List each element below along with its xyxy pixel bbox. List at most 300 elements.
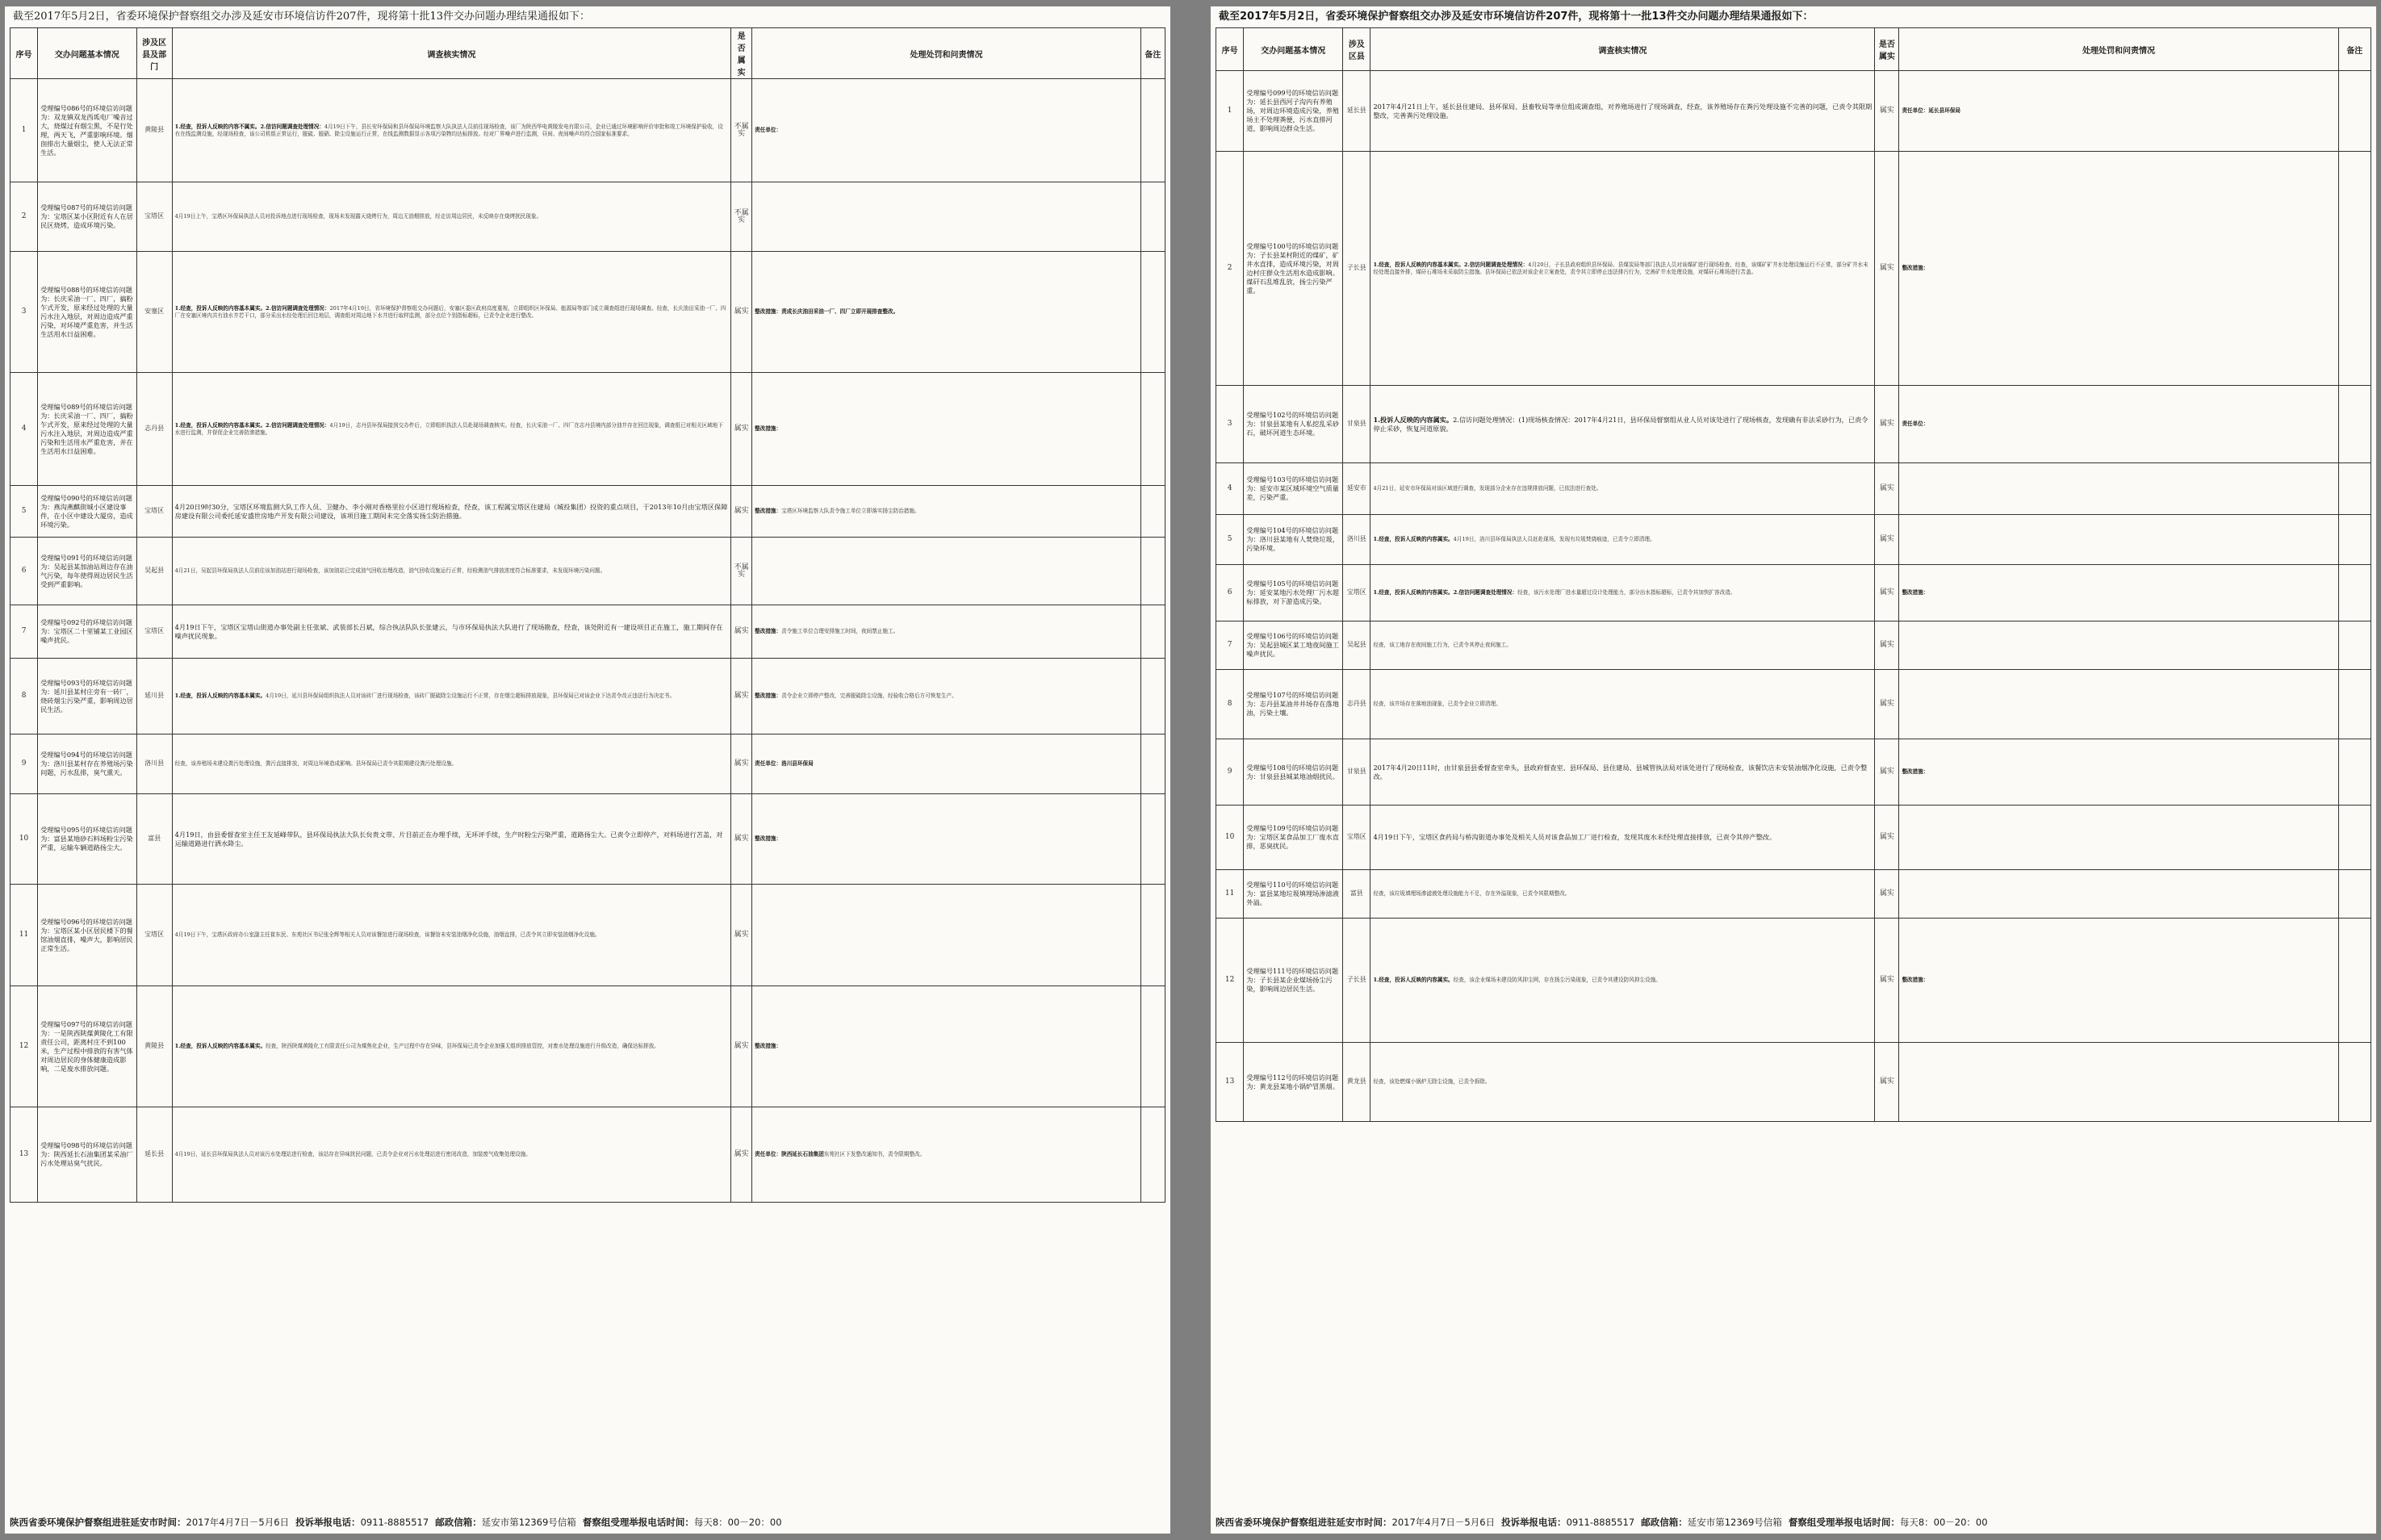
- problem-cell: 受理编号086号的环境信访问题为：双龙镇双龙西坬电厂噪音过大，烧煤过有烟尘黑，不是行处理，两天飞，严重影响环境。烟囱排出大量烟尘，使人无法正常生活。: [38, 79, 136, 182]
- investigation-lead: 1.经查，投诉人反映的内容基本属实。: [174, 1043, 266, 1050]
- investigation-cell: [1370, 1043, 1875, 1122]
- col-header-remark: 备注: [2338, 28, 2371, 71]
- table-row: [1216, 515, 2371, 565]
- is-true-cell: 不属实: [731, 538, 752, 605]
- area-cell: 宝塔区: [136, 182, 172, 252]
- table-row: [10, 986, 1165, 1107]
- investigation-cell: [1370, 386, 1875, 463]
- investigation-lead: 1.经查，投诉人反映的内容基本属实。2.信访问题调查处理情况：: [174, 305, 330, 312]
- is-true-cell: 属实: [1875, 1043, 1899, 1122]
- is-true-cell: 属实: [1875, 463, 1899, 515]
- footer-office-label: 陕西省委环境保护督察组进驻延安市时间：: [1216, 1517, 1392, 1528]
- row-number: 7: [1216, 621, 1244, 670]
- table-row: [1216, 565, 2371, 621]
- investigation-text: 2017年4月20日11时，由甘泉县县委督查室牵头，县政府督查室、县环保局、县住建局、县城管执法局对该处进行了现场检查，该餐饮店未安装油烟净化设施，已责令整改。: [1373, 763, 1868, 780]
- problem-cell: 受理编号094号的环境信访问题为：洛川县某村存在养殖场污染问题，污水乱排，臭气熏天。: [38, 734, 136, 794]
- area-cell: 黄龙县: [1343, 1043, 1370, 1122]
- area-cell: 甘泉县: [1343, 739, 1370, 806]
- action-cell: [1899, 670, 2338, 739]
- is-true-cell: 属实: [731, 252, 752, 373]
- problem-cell: 受理编号112号的环境信访问题为：黄龙县某地小锅炉冒黑烟。: [1244, 1043, 1343, 1122]
- investigation-lead: 1.经查，投诉人反映的内容基本属实。2.信访问题调查处理情况：: [174, 422, 330, 429]
- problem-cell: 受理编号100号的环境信访问题为：子长县某村附近的煤矿，矿井水直排，造成环境污染，对周边村庄群众生活用水造成影响。煤矸石乱堆乱放，扬尘污染严重。: [1244, 152, 1343, 386]
- investigation-text: 经查，该处燃煤小锅炉无除尘设施，已责令拆除。: [1373, 1078, 1491, 1086]
- problem-cell: 受理编号087号的环境信访问题为：宝塔区某小区附近有人在居民区烧烤，造成环境污染。: [38, 182, 136, 252]
- investigation-cell: [172, 659, 730, 734]
- right-table-header-row: [1216, 28, 2371, 71]
- action-cell: [1899, 919, 2338, 1043]
- left-report-table: [10, 27, 1165, 1203]
- investigation-cell: [1370, 670, 1875, 739]
- table-row: [1216, 621, 2371, 670]
- col-header-no: 序号: [1216, 28, 1244, 71]
- table-row: [10, 659, 1165, 734]
- table-row: [1216, 919, 2371, 1043]
- investigation-text: 4月20日，子长县政府组织县环保局、县煤炭局等部门执法人员对该煤矿进行现场检查，经查，该煤矿矿井水处理设施运行不正常，部分矿井水未经处理直接外排，煤矸石堆场未采取防尘措施。县环保局已依法对该企业立案查处，责令其立即停止违法排污行为，完善矿井水处理设施，对煤矸石堆场进行苫盖。: [1373, 262, 1868, 275]
- col-header-remark: 备注: [1140, 28, 1165, 79]
- action-lead: 责任单位：延长县环保局: [1902, 107, 1960, 115]
- investigation-text: 4月21日，吴起县环保局执法人员前往该加油站进行现场检查，该加油站已完成油气回收治理改造，油气回收设施运行正常，经检测油气排放浓度符合标准要求，未发现环境污染问题。: [174, 567, 606, 575]
- row-number: 3: [1216, 386, 1244, 463]
- problem-cell: 受理编号097号的环境信访问题为：一是陕西陕煤黄陵化工有限责任公司，距离村庄不到100米，生产过程中排放的有害气体对周边居民的身体健康造成影响，二是废水排放问题。: [38, 986, 136, 1107]
- action-cell: [752, 794, 1141, 885]
- action-lead: 责任单位：洛川县环保局: [755, 760, 814, 768]
- action-lead: 整改措施：: [755, 1043, 782, 1050]
- is-true-cell: 属实: [731, 659, 752, 734]
- table-row: [1216, 806, 2371, 870]
- is-true-cell: 属实: [1875, 806, 1899, 870]
- area-cell: 吴起县: [1343, 621, 1370, 670]
- investigation-text: 4月19日上午，宝塔区环保局执法人员对投诉地点进行现场检查，现场未发现露天烧烤行为，周边无油烟排放，经走访周边居民，未反映存在烧烤扰民现象。: [174, 213, 542, 220]
- investigation-text: 4月19日，洛川县环保局执法人员赶赴现场，发现有垃圾焚烧痕迹，已责令立即清理。: [1453, 536, 1655, 543]
- action-lead: 整改措施：: [755, 425, 782, 433]
- investigation-text: 2017年4月21日上午，延长县住建局、县环保局、县畜牧局等单位组成调查组，对养殖场进行了现场调查，经查，该养殖场存在粪污处理设施不完善的问题，已责令其限期整改，完善粪污处理设施。: [1373, 102, 1873, 119]
- investigation-text: 经查，该工地存在夜间施工行为，已责令其停止夜间施工。: [1373, 642, 1512, 649]
- left-page-header: 截至2017年5月2日，省委环境保护督察组交办涉及延安市环境信访件207件，现将第十批13件交办问题办理结果通报如下：: [13, 10, 590, 23]
- action-lead: 整改措施：: [755, 628, 782, 635]
- right-page-footer: [1216, 1516, 2371, 1530]
- investigation-text: 2017年4月19日，省环境保护督察组交办问题后，安塞区委区政府高度重视，立即组织区环保局、能源局等部门成立调查组进行现场调查。经查，长庆油田采油一厂、四厂在安塞区境内共有油水井若干口，部分采出水经处理后回注地层，调查组对周边地下水井进行取样监测，部分点位个别指标超标，已责令企业进行整改。: [174, 305, 726, 319]
- area-cell: 宝塔区: [136, 486, 172, 538]
- investigation-text: 4月19日下午，宝塔区政府办公室副主任崔东民、东苑社区书记张全辉等相关人员对该餐馆进行现场检查，该餐馆未安装油烟净化设施，油烟直排，已责令其立即安装油烟净化设施。: [174, 931, 600, 939]
- action-text: 责令施工单位合理安排施工时间，夜间禁止施工。: [781, 628, 899, 635]
- table-row: [1216, 386, 2371, 463]
- table-row: [10, 252, 1165, 373]
- action-cell: [1899, 739, 2338, 806]
- remark-cell: [1140, 885, 1165, 986]
- action-cell: [1899, 386, 2338, 463]
- remark-cell: [2338, 870, 2371, 919]
- remark-cell: [1140, 79, 1165, 182]
- row-number: 6: [10, 538, 38, 605]
- is-true-cell: 属实: [731, 486, 752, 538]
- remark-cell: [2338, 71, 2371, 152]
- table-row: [10, 182, 1165, 252]
- row-number: 13: [10, 1107, 38, 1203]
- table-row: [1216, 870, 2371, 919]
- problem-cell: 受理编号088号的环境信访问题为：长庆采油一厂、四厂，搞粉乍式开发，原来经过处理的大量污水注入地层，对周边造成严重污染，对环境严重危害，并生活生活用水日益困难。: [38, 252, 136, 373]
- action-cell: [752, 252, 1141, 373]
- area-cell: 黄陵县: [136, 79, 172, 182]
- is-true-cell: 属实: [731, 1107, 752, 1203]
- investigation-text: 经查，该企业煤场未建设防风抑尘网，存在扬尘污染现象，已责令其建设防风抑尘设施。: [1453, 977, 1661, 984]
- problem-cell: 受理编号098号的环境信访问题为：陕西延长石油集团某采油厂污水处理站臭气扰民。: [38, 1107, 136, 1203]
- action-cell: [1899, 870, 2338, 919]
- footer-hours: 每天8：00－20：00: [693, 1517, 782, 1528]
- area-cell: 志丹县: [1343, 670, 1370, 739]
- table-row: [1216, 71, 2371, 152]
- row-number: 5: [10, 486, 38, 538]
- investigation-text: 经查，该污水处理厂进水量超过设计处理能力，部分出水指标超标，已责令其加快扩容改造。: [1517, 589, 1736, 596]
- table-row: [1216, 152, 2371, 386]
- remark-cell: [2338, 621, 2371, 670]
- is-true-cell: 属实: [1875, 919, 1899, 1043]
- area-cell: 子长县: [1343, 919, 1370, 1043]
- is-true-cell: 属实: [1875, 515, 1899, 565]
- right-page-header: 截至2017年5月2日，省委环境保护督察组交办涉及延安市环境信访件207件，现将第十一批13件交办问题办理结果通报如下：: [1219, 10, 1814, 23]
- investigation-cell: [172, 486, 730, 538]
- action-cell: [752, 986, 1141, 1107]
- is-true-cell: 属实: [1875, 565, 1899, 621]
- area-cell: 延川县: [136, 659, 172, 734]
- area-cell: 宝塔区: [1343, 806, 1370, 870]
- investigation-text: 经查，该井场存在落地油现象，已责令企业立即清理。: [1373, 701, 1501, 708]
- action-cell: [1899, 515, 2338, 565]
- remark-cell: [1140, 1107, 1165, 1203]
- remark-cell: [2338, 739, 2371, 806]
- is-true-cell: 属实: [1875, 870, 1899, 919]
- action-cell: [752, 182, 1141, 252]
- remark-cell: [1140, 986, 1165, 1107]
- investigation-lead: 1.经查，投诉人反映的内容属实。: [1373, 977, 1454, 984]
- area-cell: 安塞区: [136, 252, 172, 373]
- row-number: 8: [10, 659, 38, 734]
- table-row: [1216, 670, 2371, 739]
- problem-cell: 受理编号090号的环境信访问题为：燕沟燕麒街城小区建设事件，在小区中建设大厦房，造成环境污染。: [38, 486, 136, 538]
- table-row: [1216, 1043, 2371, 1122]
- problem-cell: 受理编号091号的环境信访问题为：吴起县某加油站周边存在油气污染，每年使得周边居民生活受到严重影响。: [38, 538, 136, 605]
- row-number: 11: [1216, 870, 1244, 919]
- is-true-cell: 属实: [731, 373, 752, 486]
- remark-cell: [2338, 565, 2371, 621]
- problem-cell: 受理编号105号的环境信访问题为：延安某地污水处理厂污水超标排放，对下游造成污染。: [1244, 565, 1343, 621]
- remark-cell: [1140, 794, 1165, 885]
- is-true-cell: 属实: [1875, 739, 1899, 806]
- investigation-cell: [1370, 621, 1875, 670]
- col-header-investigation: 调查核实情况: [1370, 28, 1875, 71]
- is-true-cell: 属实: [1875, 71, 1899, 152]
- col-header-investigation: 调查核实情况: [172, 28, 730, 79]
- remark-cell: [1140, 659, 1165, 734]
- investigation-cell: [1370, 739, 1875, 806]
- action-cell: [752, 79, 1141, 182]
- table-row: [10, 79, 1165, 182]
- is-true-cell: 不属实: [731, 182, 752, 252]
- investigation-cell: [172, 734, 730, 794]
- investigation-cell: [172, 1107, 730, 1203]
- row-number: 8: [1216, 670, 1244, 739]
- action-text: 东苑社区下发整改通知书，责令限期整改。: [823, 1151, 926, 1158]
- row-number: 9: [10, 734, 38, 794]
- footer-mail-label: 邮政信箱：: [435, 1517, 482, 1528]
- row-number: 10: [10, 794, 38, 885]
- table-row: [1216, 463, 2371, 515]
- footer-mail-label: 邮政信箱：: [1641, 1517, 1688, 1528]
- action-cell: [752, 1107, 1141, 1203]
- footer-phone-label: 投诉举报电话：: [1501, 1517, 1567, 1528]
- right-table-body: [1216, 71, 2371, 1122]
- action-cell: [1899, 806, 2338, 870]
- investigation-cell: [172, 79, 730, 182]
- investigation-cell: [172, 885, 730, 986]
- footer-phone-label: 投诉举报电话：: [295, 1517, 361, 1528]
- area-cell: 洛川县: [136, 734, 172, 794]
- problem-cell: 受理编号102号的环境信访问题为：甘泉县某地有人私挖乱采砂石，破坏河道生态环境。: [1244, 386, 1343, 463]
- table-row: [10, 885, 1165, 986]
- area-cell: 富县: [136, 794, 172, 885]
- investigation-text: 经查，该养殖场未建设粪污处理设施，粪污直接排放，对周边环境造成影响。县环保局已责令其限期建设粪污处理设施。: [174, 760, 458, 768]
- col-header-area: 涉及区县及部门: [136, 28, 172, 79]
- problem-cell: 受理编号107号的环境信访问题为：志丹县某油井井场存在落地油，污染土壤。: [1244, 670, 1343, 739]
- remark-cell: [2338, 463, 2371, 515]
- remark-cell: [2338, 670, 2371, 739]
- area-cell: 富县: [1343, 870, 1370, 919]
- is-true-cell: 属实: [731, 734, 752, 794]
- row-number: 2: [1216, 152, 1244, 386]
- investigation-cell: [1370, 463, 1875, 515]
- problem-cell: 受理编号095号的环境信访问题为：富县某地砂石料场粉尘污染严重，运输车辆道路扬尘大。: [38, 794, 136, 885]
- action-cell: [1899, 463, 2338, 515]
- remark-cell: [2338, 1043, 2371, 1122]
- area-cell: 洛川县: [1343, 515, 1370, 565]
- col-header-problem: 交办问题基本情况: [1244, 28, 1343, 71]
- action-lead: 整改措施：: [1902, 265, 1929, 272]
- action-lead: 整改措施：责成长庆油田采油一厂、四厂立即开展排查整改。: [755, 308, 899, 316]
- area-cell: 延安市: [1343, 463, 1370, 515]
- table-row: [10, 794, 1165, 885]
- area-cell: 宝塔区: [136, 605, 172, 659]
- investigation-cell: [172, 373, 730, 486]
- problem-cell: 受理编号093号的环境信访问题为：延川县某村庄旁有一砖厂，烧砖烟尘污染严重，影响周边居民生活。: [38, 659, 136, 734]
- area-cell: 延长县: [1343, 71, 1370, 152]
- row-number: 6: [1216, 565, 1244, 621]
- investigation-cell: [172, 986, 730, 1107]
- action-cell: [752, 605, 1141, 659]
- investigation-text: 4月20日9时30分，宝塔区环境监测大队工作人员、卫健办、李小刚对香格里拉小区进行现场检查，经查，该工程属宝塔区住建局（城投集团）投资的重点项目，于2013年10月由宝塔区保障房建设有限公司委托延安盛世房地产开发有限公司建设，该项目施工期间未完全落实扬尘防治措施。: [174, 502, 728, 520]
- row-number: 12: [1216, 919, 1244, 1043]
- investigation-cell: [1370, 152, 1875, 386]
- footer-office-time: 2017年4月7日－5月6日: [1391, 1517, 1496, 1528]
- problem-cell: 受理编号109号的环境信访问题为：宝塔区某食品加工厂废水直排，恶臭扰民。: [1244, 806, 1343, 870]
- problem-cell: 受理编号103号的环境信访问题为：延安市某区域环境空气质量差，污染严重。: [1244, 463, 1343, 515]
- row-number: 1: [1216, 71, 1244, 152]
- action-lead: 整改措施：: [755, 508, 782, 515]
- remark-cell: [1140, 486, 1165, 538]
- row-number: 7: [10, 605, 38, 659]
- table-row: [1216, 739, 2371, 806]
- remark-cell: [2338, 515, 2371, 565]
- area-cell: 甘泉县: [1343, 386, 1370, 463]
- remark-cell: [2338, 386, 2371, 463]
- problem-cell: 受理编号108号的环境信访问题为：甘泉县县城某地油烟扰民。: [1244, 739, 1343, 806]
- row-number: 5: [1216, 515, 1244, 565]
- action-cell: [752, 659, 1141, 734]
- action-cell: [752, 885, 1141, 986]
- problem-cell: 受理编号092号的环境信访问题为：宝塔区二十里铺某工业园区噪声扰民。: [38, 605, 136, 659]
- left-table-body: [10, 79, 1165, 1203]
- footer-mail: 延安市第12369号信箱: [1687, 1517, 1782, 1528]
- problem-cell: 受理编号099号的环境信访问题为：延长县西河子沟内有养殖场，对周边环境造成污染，养殖场主不处理粪便，污水直排河道，影响周边群众生活。: [1244, 71, 1343, 152]
- investigation-cell: [1370, 515, 1875, 565]
- investigation-text: 4月19日，由县委督查室主任王友延峰带队，县环保局执法大队长贠贵文带、片目前正在办理手续，无环评手续，生产时粉尘污染严重，道路扬尘大。已责令立即停产，对料场进行苫盖，对运输道路进行洒水降尘。: [174, 830, 723, 847]
- action-cell: [1899, 1043, 2338, 1122]
- col-header-area: 涉及区县: [1343, 28, 1370, 71]
- investigation-lead: 1.经查，投诉人反映的内容属实。2.信访问题调查处理情况：: [1373, 589, 1518, 596]
- row-number: 11: [10, 885, 38, 986]
- investigation-cell: [1370, 870, 1875, 919]
- footer-office-time: 2017年4月7日－5月6日: [186, 1517, 290, 1528]
- is-true-cell: 属实: [1875, 670, 1899, 739]
- remark-cell: [1140, 734, 1165, 794]
- row-number: 10: [1216, 806, 1244, 870]
- investigation-cell: [1370, 919, 1875, 1043]
- action-cell: [752, 486, 1141, 538]
- table-row: [10, 1107, 1165, 1203]
- action-lead: 整改措施：: [755, 693, 782, 700]
- investigation-text: 4月19日，延川县环保局组织执法人员对该砖厂进行现场检查，该砖厂脱硫除尘设施运行不正常，存在烟尘超标排放现象，县环保局已对该企业下达责令改正违法行为决定书。: [266, 693, 676, 700]
- area-cell: 宝塔区: [1343, 565, 1370, 621]
- action-cell: [752, 538, 1141, 605]
- remark-cell: [2338, 152, 2371, 386]
- row-number: 3: [10, 252, 38, 373]
- row-number: 9: [1216, 739, 1244, 806]
- area-cell: 吴起县: [136, 538, 172, 605]
- row-number: 4: [10, 373, 38, 486]
- left-page-footer: [10, 1516, 1165, 1530]
- investigation-cell: [172, 605, 730, 659]
- remark-cell: [1140, 182, 1165, 252]
- col-header-action: 处理处罚和问责情况: [752, 28, 1141, 79]
- investigation-text: 经查，该垃圾填埋场渗滤液处理设施能力不足，存在外溢现象，已责令其限期整改。: [1373, 890, 1571, 898]
- action-cell: [1899, 621, 2338, 670]
- footer-hours-label: 督察组受理举报电话时间：: [582, 1517, 694, 1528]
- investigation-text: 4月21日，延安市环保局对该区域进行调查，发现部分企业存在违规排放问题，已依法进行查处。: [1373, 485, 1602, 492]
- action-lead: 责任单位：: [755, 127, 782, 134]
- col-header-no: 序号: [10, 28, 38, 79]
- area-cell: 延长县: [136, 1107, 172, 1203]
- investigation-text: 4月19日下午，宝塔区宝塔山街道办事处副主任张斌、武装部长吕斌，综合执法队队长张建云，与市环保局执法大队进行了现场勘查，经查，该处附近有一建设项目正在施工，施工期间存在噪声扰民现象。: [174, 622, 723, 640]
- investigation-text: 2.信访问题处理情况：(1)现场核查情况：2017年4月21日，县环保局督察组从业人员对该处进行了现场核查，发现确有非法采砂行为，已责令停止采砂，恢复河道原貌。: [1373, 415, 1868, 433]
- investigation-cell: [1370, 71, 1875, 152]
- problem-cell: 受理编号096号的环境信访问题为：宝塔区某小区居民楼下的餐馆油烟直排，噪声大，影响居民正常生活。: [38, 885, 136, 986]
- action-lead: 责任单位：陕西延长石油集团: [755, 1151, 824, 1158]
- investigation-text: 4月19日下午，县长安环保局和县环保局环境监察大队执法人员前往现场检查，该厂为陕西华电黄陵发电有限公司，企业已通过环境影响评价审批和竣工环境保护验收，设有在线监测设施，经现场检查，该公司机组正常运行，脱硫、脱硝、除尘设施运行正常，在线监测数据显示各项污染物均达标排放。经对厂界噪声进行监测，昼间、夜间噪声均符合国家标准要求。: [174, 123, 723, 137]
- right-newspaper-page: [1211, 6, 2376, 1534]
- is-true-cell: 属实: [1875, 621, 1899, 670]
- action-text: 宝塔区环境监察大队责令施工单位立即落实扬尘防治措施。: [781, 508, 920, 515]
- problem-cell: 受理编号089号的环境信访问题为：长庆采油一厂、四厂，搞粉乍式开发，原来经过处理的大量污水注入地层，对周边造成严重污染和生活用水严重危害，并在生活用水日益困难。: [38, 373, 136, 486]
- investigation-lead: 1.经查，投诉人反映的内容基本属实。: [174, 693, 266, 700]
- is-true-cell: 不属实: [731, 79, 752, 182]
- investigation-cell: [172, 252, 730, 373]
- investigation-text: 经查，陕西陕煤黄陵化工有限责任公司为煤焦化企业，生产过程中存在异味，县环保局已责令企业加强无组织排放管控，对废水处理设施进行升级改造，确保达标排放。: [266, 1043, 659, 1050]
- is-true-cell: 属实: [731, 794, 752, 885]
- investigation-lead: 1.经查，投诉人反映的内容基本属实。2.信访问题调查处理情况：: [1373, 262, 1529, 269]
- investigation-text: 4月19日，延长县环保局执法人员对该污水处理站进行检查，该站存在异味扰民问题，已责令企业对污水处理站进行密闭改造，加装废气收集处理设施。: [174, 1151, 531, 1158]
- action-text: 责令企业立即停产整改，完善脱硫除尘设施，经验收合格后方可恢复生产。: [781, 693, 957, 700]
- footer-phone: 0911-8885517: [1566, 1517, 1635, 1528]
- action-lead: 整改措施：: [1902, 977, 1929, 984]
- col-header-true: 是否属实: [1875, 28, 1899, 71]
- col-header-problem: 交办问题基本情况: [38, 28, 136, 79]
- problem-cell: 受理编号104号的环境信访问题为：洛川县某地有人焚烧垃圾，污染环境。: [1244, 515, 1343, 565]
- area-cell: 子长县: [1343, 152, 1370, 386]
- action-cell: [1899, 71, 2338, 152]
- action-lead: 整改措施：: [1902, 589, 1929, 596]
- area-cell: 宝塔区: [136, 885, 172, 986]
- row-number: 1: [10, 79, 38, 182]
- footer-mail: 延安市第12369号信箱: [481, 1517, 576, 1528]
- row-number: 12: [10, 986, 38, 1107]
- investigation-cell: [172, 794, 730, 885]
- row-number: 13: [1216, 1043, 1244, 1122]
- footer-hours: 每天8：00－20：00: [1899, 1517, 1988, 1528]
- remark-cell: [2338, 919, 2371, 1043]
- remark-cell: [1140, 373, 1165, 486]
- investigation-cell: [1370, 565, 1875, 621]
- remark-cell: [1140, 252, 1165, 373]
- table-row: [10, 605, 1165, 659]
- right-report-table: [1216, 27, 2371, 1122]
- col-header-action: 处理处罚和问责情况: [1899, 28, 2338, 71]
- action-cell: [1899, 152, 2338, 386]
- row-number: 4: [1216, 463, 1244, 515]
- action-lead: 责任单位：: [1902, 421, 1929, 428]
- is-true-cell: 属实: [1875, 152, 1899, 386]
- investigation-text: 4月19日下午，宝塔区食药局与桥沟街道办事处及相关人员对该食品加工厂进行检查，发现其废水未经处理直接排放，已责令其停产整改。: [1373, 833, 1776, 841]
- footer-office-label: 陕西省委环境保护督察组进驻延安市时间：: [10, 1517, 186, 1528]
- is-true-cell: 属实: [731, 885, 752, 986]
- table-row: [10, 486, 1165, 538]
- table-row: [10, 373, 1165, 486]
- col-header-true: 是否属实: [731, 28, 752, 79]
- remark-cell: [1140, 605, 1165, 659]
- row-number: 2: [10, 182, 38, 252]
- footer-hours-label: 督察组受理举报电话时间：: [1788, 1517, 1900, 1528]
- table-row: [10, 734, 1165, 794]
- action-lead: 整改措施：: [755, 835, 782, 843]
- remark-cell: [1140, 538, 1165, 605]
- investigation-cell: [172, 182, 730, 252]
- investigation-lead: 1.经查，投诉人反映的内容属实。: [1373, 536, 1454, 543]
- investigation-text: 4月19日，志丹县环保局接到交办件后，立即组织执法人员赴现场调查核实。经查，长庆采油一厂、四厂在志丹县境内部分油井存在回注现象，调查组已对相关区域地下水进行监测，并督促企业完善防渗措施。: [174, 422, 723, 436]
- is-true-cell: 属实: [1875, 386, 1899, 463]
- action-cell: [1899, 565, 2338, 621]
- table-row: [10, 538, 1165, 605]
- problem-cell: 受理编号106号的环境信访问题为：吴起县城区某工地夜间施工噪声扰民。: [1244, 621, 1343, 670]
- investigation-cell: [172, 538, 730, 605]
- left-newspaper-page: [5, 6, 1170, 1534]
- investigation-cell: [1370, 806, 1875, 870]
- action-lead: 整改措施：: [1902, 768, 1929, 776]
- left-table-header-row: [10, 28, 1165, 79]
- investigation-lead: 1.投诉人反映的内容属实。: [1373, 415, 1454, 424]
- action-cell: [752, 373, 1141, 486]
- area-cell: 志丹县: [136, 373, 172, 486]
- is-true-cell: 属实: [731, 986, 752, 1107]
- problem-cell: 受理编号111号的环境信访问题为：子长县某企业煤场扬尘污染，影响周边居民生活。: [1244, 919, 1343, 1043]
- remark-cell: [2338, 806, 2371, 870]
